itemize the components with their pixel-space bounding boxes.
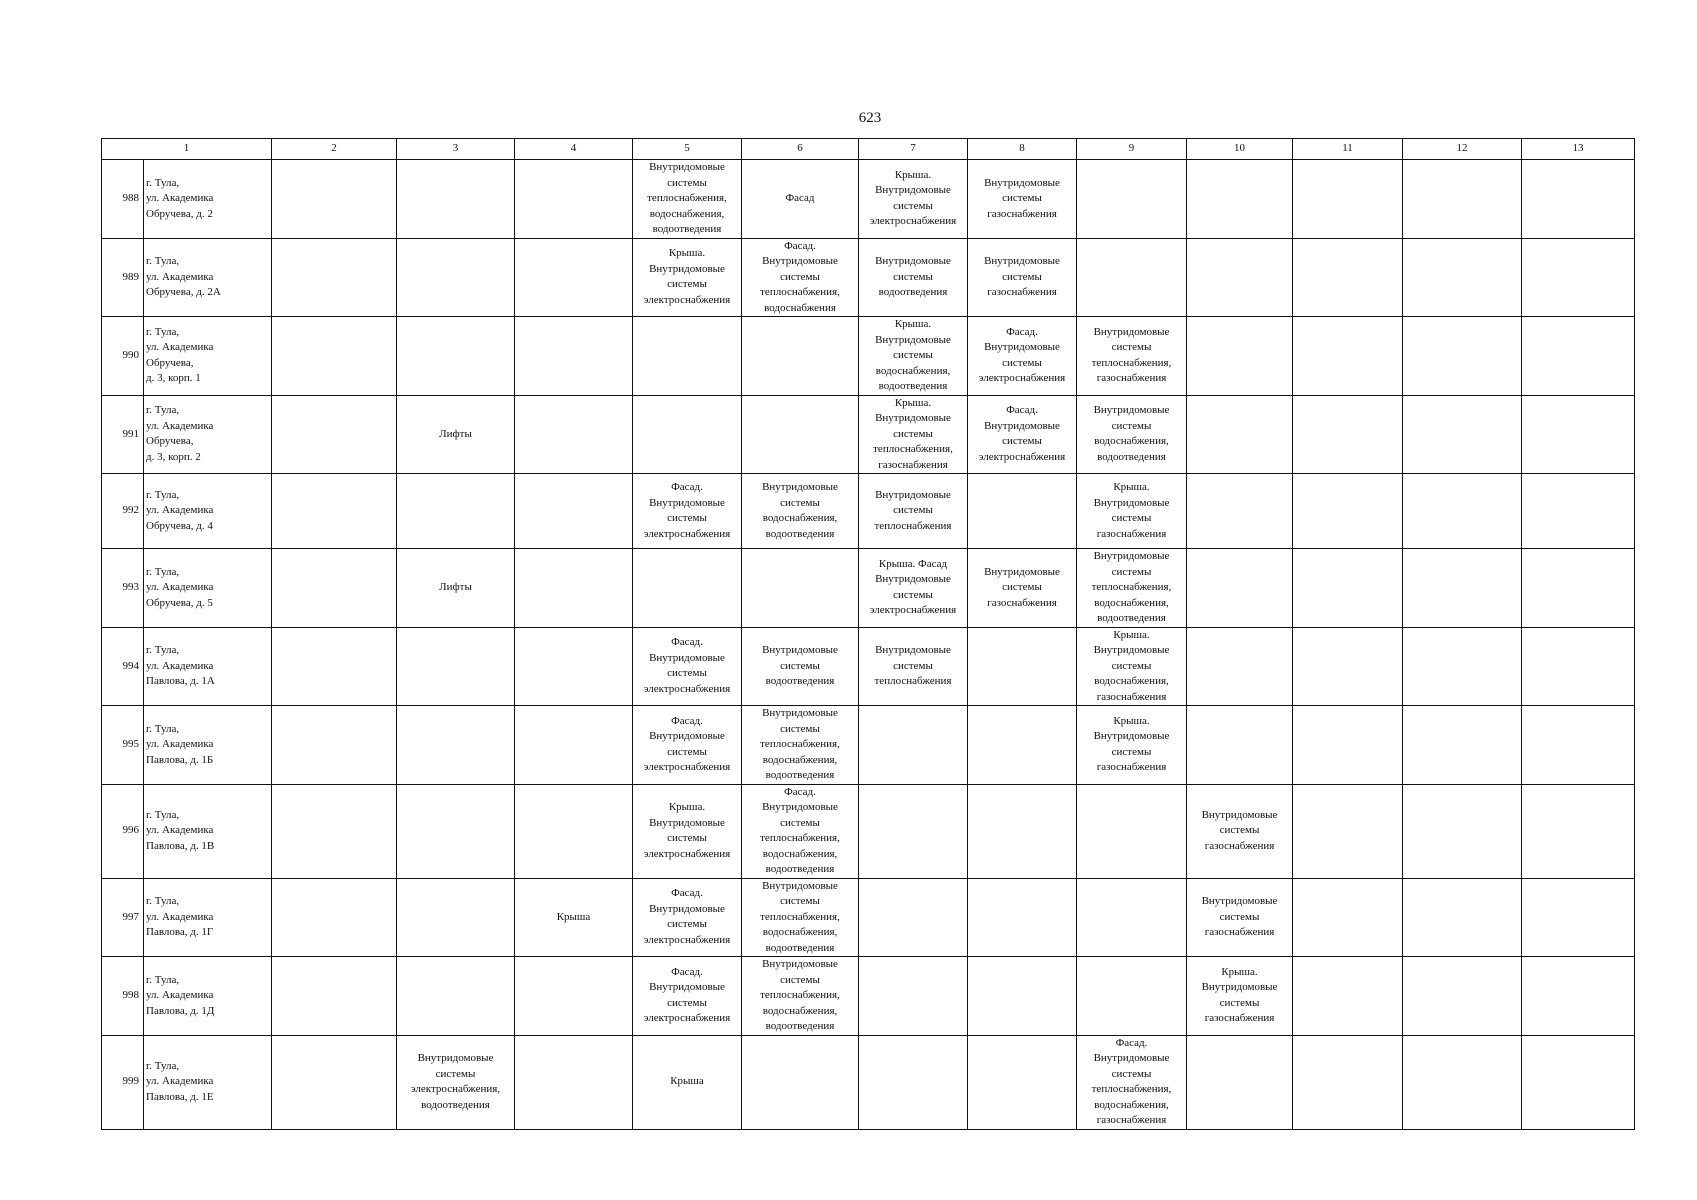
- work-text: Внутридомовые системы газоснабжения: [984, 255, 1060, 298]
- work-cell-col-3: [397, 474, 515, 549]
- work-cell-col-3: [397, 549, 515, 628]
- work-cell-col-7: [859, 238, 968, 317]
- work-cell-col-3: [397, 160, 515, 239]
- work-cell-col-11: [1293, 317, 1403, 396]
- work-cell-col-13: [1522, 160, 1635, 239]
- work-text: Фасад. Внутридомовые системы электроснабжения: [643, 965, 731, 1025]
- work-cell-col-13: [1522, 957, 1635, 1036]
- work-cell-col-7: [859, 706, 968, 785]
- work-cell-col-11: [1293, 549, 1403, 628]
- work-cell-col-6: [742, 238, 859, 317]
- address-cell: [144, 627, 272, 706]
- work-cell-col-10: [1187, 957, 1293, 1036]
- work-cell-col-2: [272, 957, 397, 1036]
- work-cell-col-7: [859, 317, 968, 396]
- work-cell-col-7: [859, 878, 968, 957]
- work-text: Крыша. Внутридомовые системы электроснабжения: [643, 247, 731, 306]
- work-cell-col-10: [1187, 627, 1293, 706]
- work-text: Внутридомовые системы водоотведения: [762, 644, 838, 687]
- work-cell-col-2: [272, 1035, 397, 1129]
- work-cell-col-4: [515, 549, 633, 628]
- work-cell-col-8: [968, 474, 1077, 549]
- row-number: 994: [102, 627, 144, 706]
- work-cell-col-8: [968, 706, 1077, 785]
- work-text: Фасад. Внутридомовые системы электроснабжения: [978, 404, 1066, 463]
- work-text: Внутридомовые системы теплоснабжения: [874, 644, 952, 687]
- address-cell: [144, 238, 272, 317]
- work-text: Крыша. Внутридомовые системы водоснабжения, водоотведения: [875, 318, 951, 392]
- work-cell-col-12: [1403, 878, 1522, 957]
- work-cell-col-7: [859, 957, 968, 1036]
- work-cell-col-4: [515, 878, 633, 957]
- column-header-1: 1: [102, 139, 272, 160]
- address-cell: [144, 784, 272, 878]
- work-text: Внутридомовые системы водоотведения: [875, 255, 951, 298]
- work-cell-col-10: [1187, 317, 1293, 396]
- work-cell-col-6: [742, 317, 859, 396]
- work-cell-col-10: [1187, 160, 1293, 239]
- column-header-3: 3: [397, 139, 515, 160]
- work-text: Внутридомовые системы теплоснабжения: [874, 488, 952, 532]
- work-cell-col-7: [859, 474, 968, 549]
- work-cell-col-6: [742, 878, 859, 957]
- work-cell-col-12: [1403, 160, 1522, 239]
- work-cell-col-8: [968, 784, 1077, 878]
- work-cell-col-12: [1403, 706, 1522, 785]
- work-text: Фасад. Внутридомовые системы электроснабжения: [643, 636, 731, 695]
- work-text: Крыша. Внутридомовые системы водоснабжения, газоснабжения: [1093, 628, 1170, 703]
- address-cell: [144, 474, 272, 549]
- work-cell-col-12: [1403, 395, 1522, 474]
- column-header-13: 13: [1522, 139, 1635, 160]
- column-header-6: 6: [742, 139, 859, 160]
- work-cell-col-11: [1293, 395, 1403, 474]
- work-cell-col-2: [272, 238, 397, 317]
- work-text: Крыша. Внутридомовые системы электроснабжения: [869, 168, 957, 228]
- address-text: г. Тула, ул. Академика Обручева, д. 3, корп. 1: [146, 325, 214, 385]
- work-cell-col-5: [633, 317, 742, 396]
- work-cell-col-5: [633, 1035, 742, 1129]
- row-number: 991: [102, 395, 144, 474]
- work-cell-col-8: [968, 957, 1077, 1036]
- address-text: г. Тула, ул. Академика Павлова, д. 1Г: [146, 895, 214, 938]
- work-cell-col-4: [515, 317, 633, 396]
- row-number: 999: [102, 1035, 144, 1129]
- column-header-8: 8: [968, 139, 1077, 160]
- work-text: Лифты: [439, 581, 472, 593]
- work-cell-col-4: [515, 160, 633, 239]
- address-cell: [144, 395, 272, 474]
- work-cell-col-9: [1077, 957, 1187, 1036]
- work-cell-col-10: [1187, 878, 1293, 957]
- work-cell-col-5: [633, 160, 742, 239]
- table-row: [102, 784, 1635, 878]
- column-header-12: 12: [1403, 139, 1522, 160]
- column-header-9: 9: [1077, 139, 1187, 160]
- work-cell-col-3: [397, 878, 515, 957]
- work-cell-col-3: [397, 238, 515, 317]
- work-cell-col-10: [1187, 474, 1293, 549]
- work-cell-col-3: [397, 627, 515, 706]
- work-cell-col-3: [397, 706, 515, 785]
- work-cell-col-12: [1403, 627, 1522, 706]
- work-cell-col-4: [515, 238, 633, 317]
- table-row: [102, 957, 1635, 1036]
- work-cell-col-5: [633, 549, 742, 628]
- work-cell-col-13: [1522, 395, 1635, 474]
- row-number: 989: [102, 238, 144, 317]
- work-cell-col-7: [859, 395, 968, 474]
- work-cell-col-2: [272, 317, 397, 396]
- work-cell-col-9: [1077, 627, 1187, 706]
- address-text: г. Тула, ул. Академика Обручева, д. 3, корп. 2: [146, 404, 214, 463]
- work-cell-col-6: [742, 957, 859, 1036]
- work-cell-col-7: [859, 160, 968, 239]
- work-text: Фасад. Внутридомовые системы теплоснабжения, водоснабжения, водоотведения: [760, 785, 840, 875]
- address-cell: [144, 706, 272, 785]
- work-cell-col-5: [633, 627, 742, 706]
- work-text: Фасад. Внутридомовые системы электроснабжения: [643, 481, 731, 540]
- row-number: 992: [102, 474, 144, 549]
- work-cell-col-4: [515, 706, 633, 785]
- work-text: Крыша. Внутридомовые системы теплоснабжения, газоснабжения: [873, 396, 953, 471]
- work-cell-col-9: [1077, 160, 1187, 239]
- work-cell-col-9: [1077, 317, 1187, 396]
- address-cell: [144, 549, 272, 628]
- work-cell-col-6: [742, 1035, 859, 1129]
- work-cell-col-10: [1187, 238, 1293, 317]
- column-header-2: 2: [272, 139, 397, 160]
- work-cell-col-8: [968, 238, 1077, 317]
- column-header-7: 7: [859, 139, 968, 160]
- work-cell-col-3: [397, 1035, 515, 1129]
- work-text: Внутридомовые системы газоснабжения: [984, 565, 1060, 609]
- work-cell-col-8: [968, 549, 1077, 628]
- work-text: Крыша. Фасад Внутридомовые системы электроснабжения: [869, 557, 957, 617]
- work-cell-col-8: [968, 1035, 1077, 1129]
- work-cell-col-6: [742, 549, 859, 628]
- work-cell-col-5: [633, 957, 742, 1036]
- row-number: 988: [102, 160, 144, 239]
- work-cell-col-9: [1077, 238, 1187, 317]
- page-number: 623: [858, 110, 882, 126]
- work-text: Внутридомовые системы теплоснабжения, газоснабжения: [1091, 325, 1172, 385]
- column-header-11: 11: [1293, 139, 1403, 160]
- work-cell-col-11: [1293, 238, 1403, 317]
- work-cell-col-13: [1522, 238, 1635, 317]
- work-cell-col-12: [1403, 784, 1522, 878]
- work-cell-col-11: [1293, 878, 1403, 957]
- table-row: [102, 1035, 1635, 1129]
- work-cell-col-12: [1403, 957, 1522, 1036]
- work-text: Крыша. Внутридомовые системы газоснабжения: [1093, 714, 1170, 774]
- work-cell-col-9: [1077, 474, 1187, 549]
- work-cell-col-4: [515, 1035, 633, 1129]
- work-cell-col-5: [633, 474, 742, 549]
- work-cell-col-6: [742, 784, 859, 878]
- work-cell-col-3: [397, 784, 515, 878]
- work-cell-col-9: [1077, 549, 1187, 628]
- work-text: Внутридомовые системы теплоснабжения, водоснабжения, водоотведения: [1091, 550, 1172, 624]
- work-text: Крыша. Внутридомовые системы электроснабжения: [643, 801, 731, 860]
- work-cell-col-13: [1522, 317, 1635, 396]
- work-cell-col-13: [1522, 784, 1635, 878]
- work-cell-col-11: [1293, 706, 1403, 785]
- work-cell-col-4: [515, 627, 633, 706]
- row-number: 998: [102, 957, 144, 1036]
- work-cell-col-11: [1293, 784, 1403, 878]
- work-cell-col-5: [633, 238, 742, 317]
- work-cell-col-2: [272, 474, 397, 549]
- work-text: Фасад. Внутридомовые системы теплоснабжения, водоснабжения, газоснабжения: [1091, 1036, 1172, 1126]
- address-text: г. Тула, ул. Академика Обручева, д. 2А: [146, 255, 221, 298]
- work-text: Внутридомовые системы водоснабжения, водоотведения: [1093, 404, 1170, 463]
- work-text: Крыша: [556, 910, 591, 923]
- work-cell-col-7: [859, 549, 968, 628]
- table-row: [102, 627, 1635, 706]
- work-text: Внутридомовые системы теплоснабжения, водоснабжения, водоотведения: [647, 161, 727, 235]
- work-cell-col-10: [1187, 784, 1293, 878]
- work-cell-col-3: [397, 395, 515, 474]
- row-number: 993: [102, 549, 144, 628]
- repair-schedule-table: [101, 138, 1635, 1130]
- work-text: Внутридомовые системы теплоснабжения, водоснабжения, водоотведения: [760, 879, 840, 954]
- work-cell-col-5: [633, 395, 742, 474]
- table-row: [102, 395, 1635, 474]
- work-cell-col-12: [1403, 549, 1522, 628]
- work-cell-col-11: [1293, 1035, 1403, 1129]
- work-cell-col-11: [1293, 627, 1403, 706]
- table-row: [102, 706, 1635, 785]
- work-cell-col-11: [1293, 957, 1403, 1036]
- work-cell-col-4: [515, 474, 633, 549]
- address-text: г. Тула, ул. Академика Обручева, д. 5: [146, 565, 214, 609]
- work-cell-col-8: [968, 878, 1077, 957]
- work-cell-col-9: [1077, 395, 1187, 474]
- column-header-5: 5: [633, 139, 742, 160]
- work-text: Лифты: [439, 427, 472, 440]
- work-cell-col-11: [1293, 160, 1403, 239]
- address-text: г. Тула, ул. Академика Павлова, д. 1Д: [146, 973, 215, 1017]
- table-row: [102, 474, 1635, 549]
- address-text: г. Тула, ул. Академика Павлова, д. 1В: [146, 808, 215, 852]
- work-cell-col-2: [272, 549, 397, 628]
- work-cell-col-2: [272, 878, 397, 957]
- work-cell-col-3: [397, 957, 515, 1036]
- work-cell-col-11: [1293, 474, 1403, 549]
- work-cell-col-12: [1403, 238, 1522, 317]
- work-cell-col-10: [1187, 706, 1293, 785]
- work-text: Внутридомовые системы водоснабжения, водоотведения: [762, 481, 838, 540]
- work-text: Фасад. Внутридомовые системы теплоснабжения, водоснабжения: [760, 239, 840, 314]
- work-cell-col-2: [272, 395, 397, 474]
- work-text: Внутридомовые системы газоснабжения: [984, 176, 1060, 220]
- work-text: Фасад. Внутридомовые системы электроснабжения: [978, 325, 1066, 385]
- row-number: 990: [102, 317, 144, 396]
- work-cell-col-12: [1403, 474, 1522, 549]
- work-cell-col-10: [1187, 395, 1293, 474]
- work-cell-col-13: [1522, 549, 1635, 628]
- table-row: [102, 549, 1635, 628]
- work-cell-col-6: [742, 160, 859, 239]
- row-number: 995: [102, 706, 144, 785]
- table-row: [102, 160, 1635, 239]
- work-cell-col-2: [272, 784, 397, 878]
- work-cell-col-12: [1403, 317, 1522, 396]
- table-body: [102, 160, 1635, 1130]
- work-cell-col-13: [1522, 474, 1635, 549]
- work-cell-col-8: [968, 160, 1077, 239]
- header-row: [102, 139, 1635, 160]
- work-text: Внутридомовые системы газоснабжения: [1201, 808, 1278, 852]
- work-cell-col-6: [742, 395, 859, 474]
- work-cell-col-6: [742, 474, 859, 549]
- work-text: Крыша: [670, 1075, 704, 1088]
- address-text: г. Тула, ул. Академика Павлова, д. 1А: [146, 644, 215, 687]
- work-cell-col-5: [633, 706, 742, 785]
- work-cell-col-13: [1522, 706, 1635, 785]
- work-text: Внутридомовые системы газоснабжения: [1201, 895, 1278, 938]
- address-cell: [144, 317, 272, 396]
- work-cell-col-4: [515, 784, 633, 878]
- address-cell: [144, 878, 272, 957]
- work-cell-col-3: [397, 317, 515, 396]
- work-cell-col-2: [272, 627, 397, 706]
- address-cell: [144, 1035, 272, 1129]
- work-cell-col-10: [1187, 549, 1293, 628]
- address-cell: [144, 160, 272, 239]
- work-text: Крыша. Внутридомовые системы газоснабжения: [1093, 481, 1170, 540]
- work-text: Внутридомовые системы электроснабжения, водоотведения: [410, 1052, 501, 1111]
- work-cell-col-13: [1522, 1035, 1635, 1129]
- work-cell-col-2: [272, 160, 397, 239]
- work-cell-col-6: [742, 706, 859, 785]
- work-text: Фасад. Внутридомовые системы электроснабжения: [643, 887, 731, 946]
- work-text: Фасад: [785, 192, 815, 204]
- table-row: [102, 317, 1635, 396]
- work-text: Внутридомовые системы теплоснабжения, водоснабжения, водоотведения: [760, 958, 840, 1032]
- work-cell-col-9: [1077, 878, 1187, 957]
- work-cell-col-13: [1522, 627, 1635, 706]
- table-header: [102, 139, 1635, 160]
- work-cell-col-5: [633, 784, 742, 878]
- work-cell-col-9: [1077, 706, 1187, 785]
- work-cell-col-6: [742, 627, 859, 706]
- row-number: 997: [102, 878, 144, 957]
- work-cell-col-4: [515, 395, 633, 474]
- work-cell-col-8: [968, 317, 1077, 396]
- table-row: [102, 238, 1635, 317]
- work-cell-col-9: [1077, 1035, 1187, 1129]
- work-cell-col-8: [968, 395, 1077, 474]
- work-text: Фасад. Внутридомовые системы электроснабжения: [643, 714, 731, 774]
- row-number: 996: [102, 784, 144, 878]
- work-cell-col-7: [859, 784, 968, 878]
- work-cell-col-12: [1403, 1035, 1522, 1129]
- column-header-4: 4: [515, 139, 633, 160]
- work-cell-col-9: [1077, 784, 1187, 878]
- work-cell-col-2: [272, 706, 397, 785]
- work-cell-col-4: [515, 957, 633, 1036]
- address-text: г. Тула, ул. Академика Павлова, д. 1Е: [146, 1059, 214, 1103]
- work-cell-col-13: [1522, 878, 1635, 957]
- work-text: Крыша. Внутридомовые системы газоснабжения: [1201, 965, 1278, 1025]
- address-text: г. Тула, ул. Академика Павлова, д. 1Б: [146, 722, 214, 766]
- table-row: [102, 878, 1635, 957]
- address-text: г. Тула, ул. Академика Обручева, д. 4: [146, 488, 214, 532]
- column-header-10: 10: [1187, 139, 1293, 160]
- work-cell-col-8: [968, 627, 1077, 706]
- work-cell-col-5: [633, 878, 742, 957]
- address-text: г. Тула, ул. Академика Обручева, д. 2: [146, 176, 214, 220]
- work-cell-col-7: [859, 627, 968, 706]
- address-cell: [144, 957, 272, 1036]
- work-cell-col-7: [859, 1035, 968, 1129]
- work-text: Внутридомовые системы теплоснабжения, водоснабжения, водоотведения: [760, 707, 840, 781]
- work-cell-col-10: [1187, 1035, 1293, 1129]
